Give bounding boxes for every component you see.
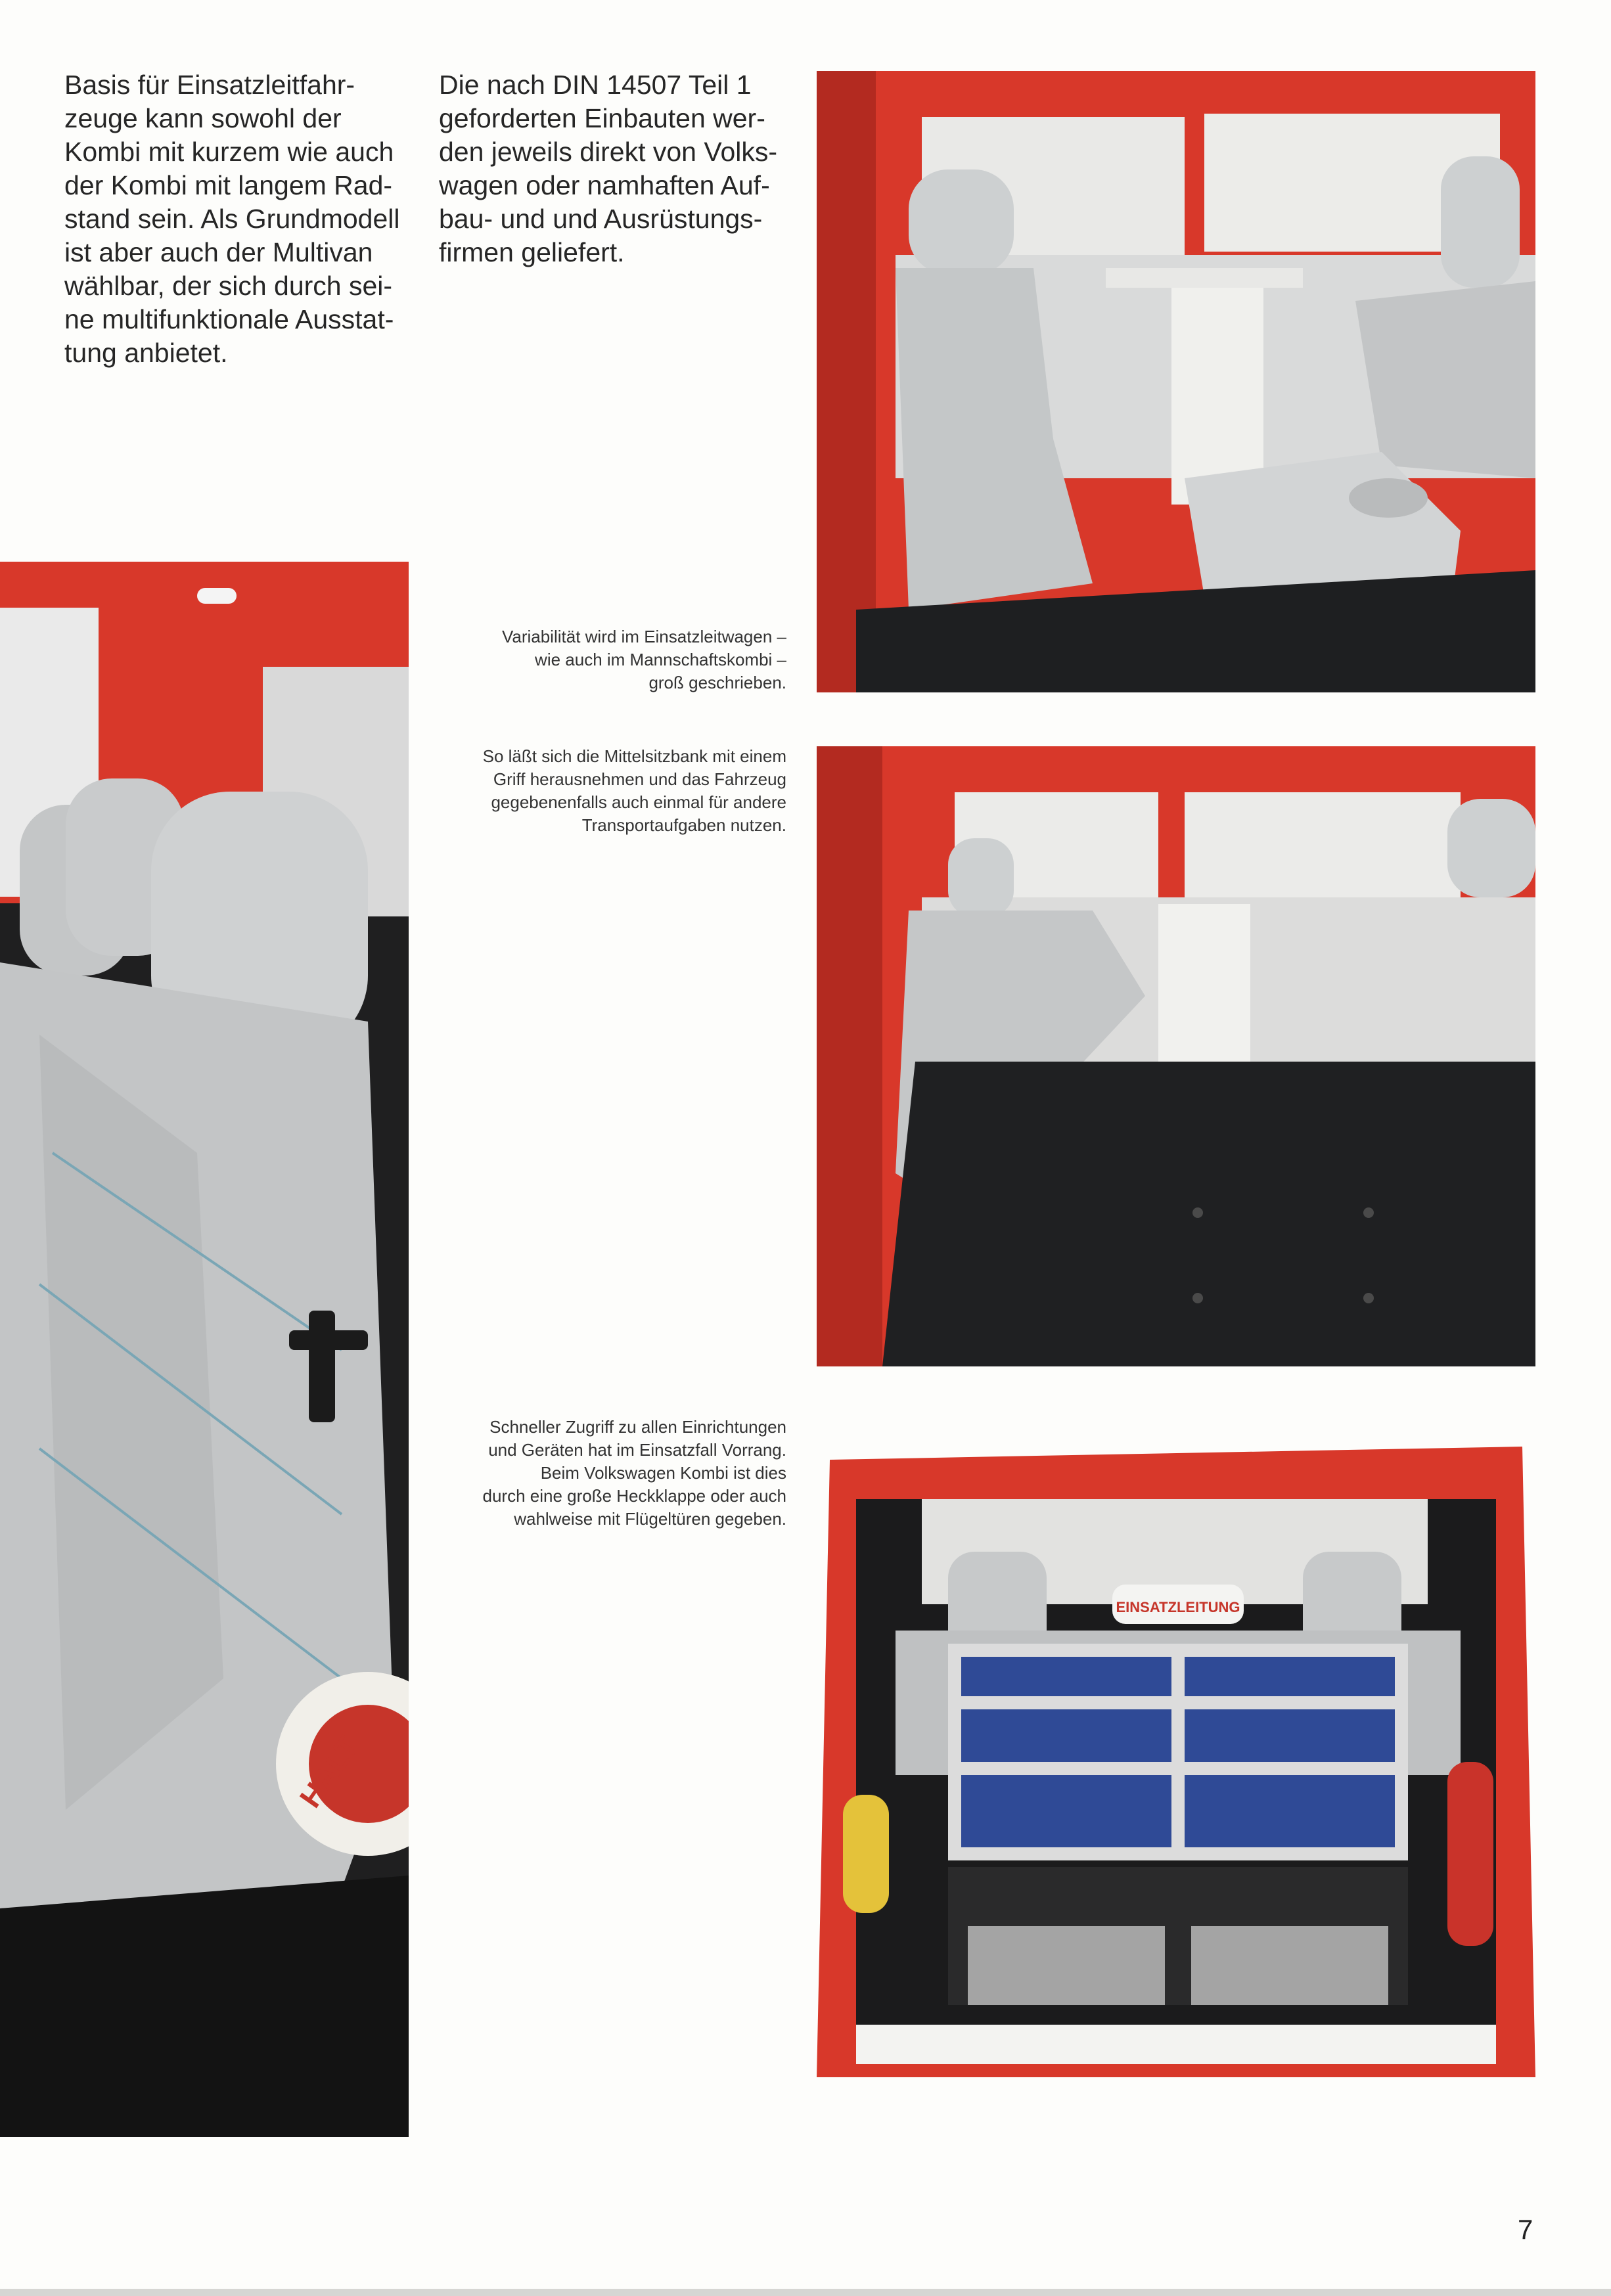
caption-middle-bench: So läßt sich die Mittelsitzbank mit einem Griff herausnehmen und das Fahrzeug gegebenenfalls auch einmal für andere Transportaufgaben nutzen. (482, 746, 786, 835)
photo-interior-with-table-illustration (817, 71, 1535, 692)
caption-variability: Variabilität wird im Einsatzleitwagen – wie auch im Mannschaftskombi – groß geschrieben. (501, 627, 786, 692)
photo-seat-closeup-illustration (0, 562, 409, 2137)
page-number: 7 (1518, 2214, 1533, 2245)
bottom-page-edge (0, 2289, 1611, 2296)
photo-interior-bench-removed (817, 746, 1535, 1366)
photo-rear-hatch-equipment-illustration (817, 1420, 1535, 2132)
caption-quick-access: Schneller Zugriff zu allen Einrichtungen und Geräten hat im Einsatzfall Vorrang. Beim Volkswagen Kombi ist dies durch eine große Heckklappe oder auch wahlweise mit Flügeltüren gegeben. (482, 1417, 786, 1529)
photo-interior-with-table (817, 71, 1535, 692)
einsatzleitung-roof-sign: EINSATZLEITUNG (1116, 1599, 1240, 1615)
body-text-left-column: Basis für Einsatzleitfahr- zeuge kann sowohl der Kombi mit kurzem wie auch der Kombi mit langem Rad- stand sein. Als Grundmodell ist aber auch der Multivan wählbar, der sich durch sei- ne multifunktionale Ausstat- tung anbietet. (64, 70, 400, 368)
photo-seat-closeup (0, 562, 409, 2137)
body-text-right-column: Die nach DIN 14507 Teil 1 geforderten Einbauten wer- den jeweils direkt von Volks- wagen oder namhaften Auf- bau- und und Ausrüstungs- firmen geliefert. (439, 70, 778, 267)
photo-interior-bench-removed-illustration (817, 746, 1535, 1366)
photo-rear-hatch-equipment (817, 1420, 1535, 2132)
halt-sign-label: HALT (292, 1730, 366, 1814)
